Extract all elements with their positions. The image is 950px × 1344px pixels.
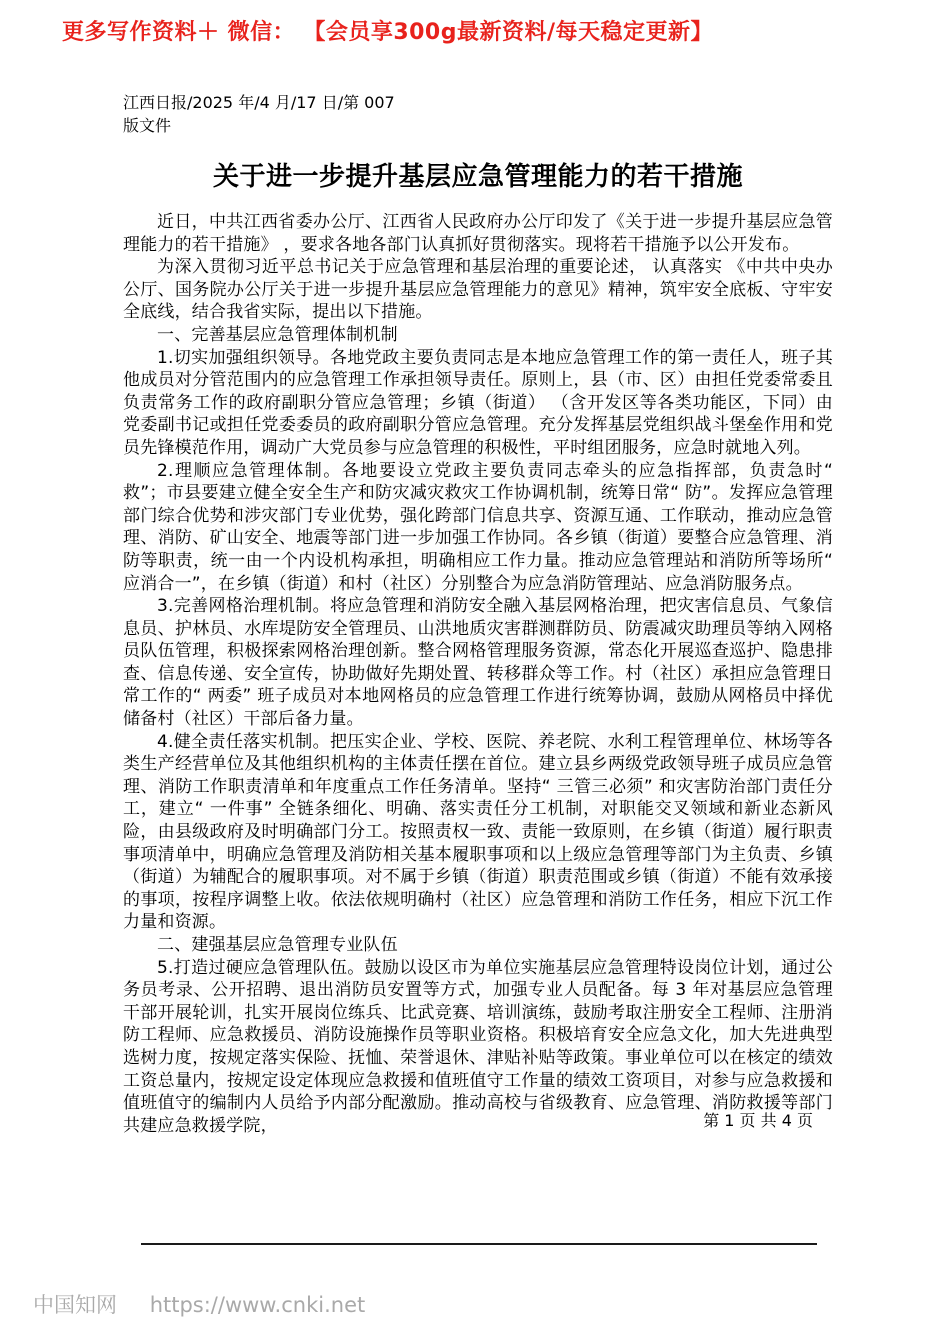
article-title: 关于进一步提升基层应急管理能力的若干措施: [212, 162, 743, 192]
section-heading: 一、完善基层应急管理体制机制: [157, 324, 398, 345]
banner-ad: 更多写作资料＋ 微信： 【会员享300g最新资料/每天稳定更新】: [62, 20, 714, 45]
cnki-logo-text: 中国知网: [33, 1293, 117, 1317]
cnki-watermark: [33, 1289, 365, 1319]
body-paragraph: 1.切实加强组织领导。各地党政主要负责同志是本地应急管理工作的第一责任人，班子其他成员对分管范围内的应急管理工作承担领导责任。原则上，县（市、区）由担任党委常委且负责常务工作的政府副职分管应急管理；乡镇（街道） （含开发区等各类功能区，下同）由党委副书记或担任党委委员的政府副职分管应急管理。充分发挥基层党组织战斗堡垒作用和党员先锋模范作用，调动广大党员参与应急管理的积极性，平时组团服务，应急时就地入列。: [123, 347, 833, 458]
section-heading: 二、建强基层应急管理专业队伍: [157, 935, 398, 955]
body-paragraph: 为深入贯彻习近平总书记关于应急管理和基层治理的重要论述， 认真落实 《中共中央办公厅、国务院办公厅关于进一步提升基层应急管理能力的意见》精神，筑牢安全底板、守牢安全底线，结合我省实际，提出以下措施。: [123, 257, 833, 323]
body-paragraph: 5.打造过硬应急管理队伍。鼓励以设区市为单位实施基层应急管理特设岗位计划，通过公务员考录、公开招聘、退出消防员安置等方式，加强专业人员配备。每 3 年对基层应急管理干部开展轮训，扎实开展岗位练兵、比武竞赛、培训演练，鼓励考取注册安全工程师、注册消防工程师、应急救援员、消防设施操作员等职业资格。积极培育安全应急文化，加大先进典型选树力度，按规定落实保险、抚恤、荣誉退休、津贴补贴等政策。事业单位可以在核定的绩效工资总量内，按规定设定体现应急救援和值班值守工作量的绩效工资项目，对参与应急救援和值班值守的编制内人员给予内部分配激励。推动高校与省级教育、应急管理、消防救援等部门共建应急救援学院，: [123, 957, 833, 1136]
article-body: [123, 211, 833, 1137]
source-line-2: 版文件: [123, 116, 172, 135]
page-number: 第 1 页 共 4 页: [703, 1111, 813, 1130]
body-paragraph: 近日，中共江西省委办公厅、江西省人民政府办公厅印发了《关于进一步提升基层应急管理能力的若干措施》 ，要求各地各部门认真抓好贯彻落实。现将若干措施予以公开发布。: [123, 212, 833, 255]
cnki-url-link[interactable]: https://www.cnki.net: [149, 1293, 366, 1317]
body-paragraph: 2.理顺应急管理体制。各地要设立党政主要负责同志牵头的应急指挥部，负责急时“ 救”；市县要建立健全安全生产和防灾减灾救灾工作协调机制，统筹日常“ 防”。发挥应急管理部门综合优势和涉灾部门专业优势，强化跨部门信息共享、资源互通、工作联动，推动应急管理、消防、矿山安全、地震等部门进一步加强工作协同。各乡镇（街道）要整合应急管理、消防等职责，统一由一个内设机构承担，明确相应工作力量。推动应急管理站和消防所等场所“ 应消合一”，在乡镇（街道）和村（社区）分别整合为应急消防管理站、应急消防服务点。: [123, 460, 833, 594]
source-line-1: 江西日报/2025 年/4 月/17 日/第 007: [123, 93, 395, 112]
body-paragraph: 4.健全责任落实机制。把压实企业、学校、医院、养老院、水利工程管理单位、林场等各类生产经营单位及其他组织机构的主体责任摆在首位。建立县乡两级党政领导班子成员应急管理、消防工作职责清单和年度重点工作任务清单。坚持“ 三管三必须” 和灾害防治部门责任分工，建立“ 一件事” 全链条细化、明确、落实责任分工机制，对职能交叉领域和新业态新风险，由县级政府及时明确部门分工。按照责权一致、责能一致原则，在乡镇（街道）履行职责事项清单中，明确应急管理及消防相关基本履职事项和以上级应急管理等部门为主负责、乡镇（街道）为辅配合的履职事项。对不属于乡镇（街道）职责范围或乡镇（街道）不能有效承接的事项，按程序调整上收。依法依规明确村（社区）应急管理和消防工作任务，相应下沉工作力量和资源。: [123, 731, 833, 933]
footer-divider-line: [141, 1243, 817, 1245]
body-paragraph: 3.完善网格治理机制。将应急管理和消防安全融入基层网格治理，把灾害信息员、气象信息员、护林员、水库堤防安全管理员、山洪地质灾害群测群防员、防震减灾助理员等纳入网格员队伍管理，积极探索网格治理创新。整合网格管理服务资源，常态化开展巡查巡护、隐患排查、信息传递、安全宣传，协助做好先期处置、转移群众等工作。村（社区）承担应急管理日常工作的“ 两委” 班子成员对本地网格员的应急管理工作进行统筹协调，鼓励从网格员中择优储备村（社区）干部后备力量。: [123, 596, 833, 730]
source-info: [123, 91, 833, 137]
